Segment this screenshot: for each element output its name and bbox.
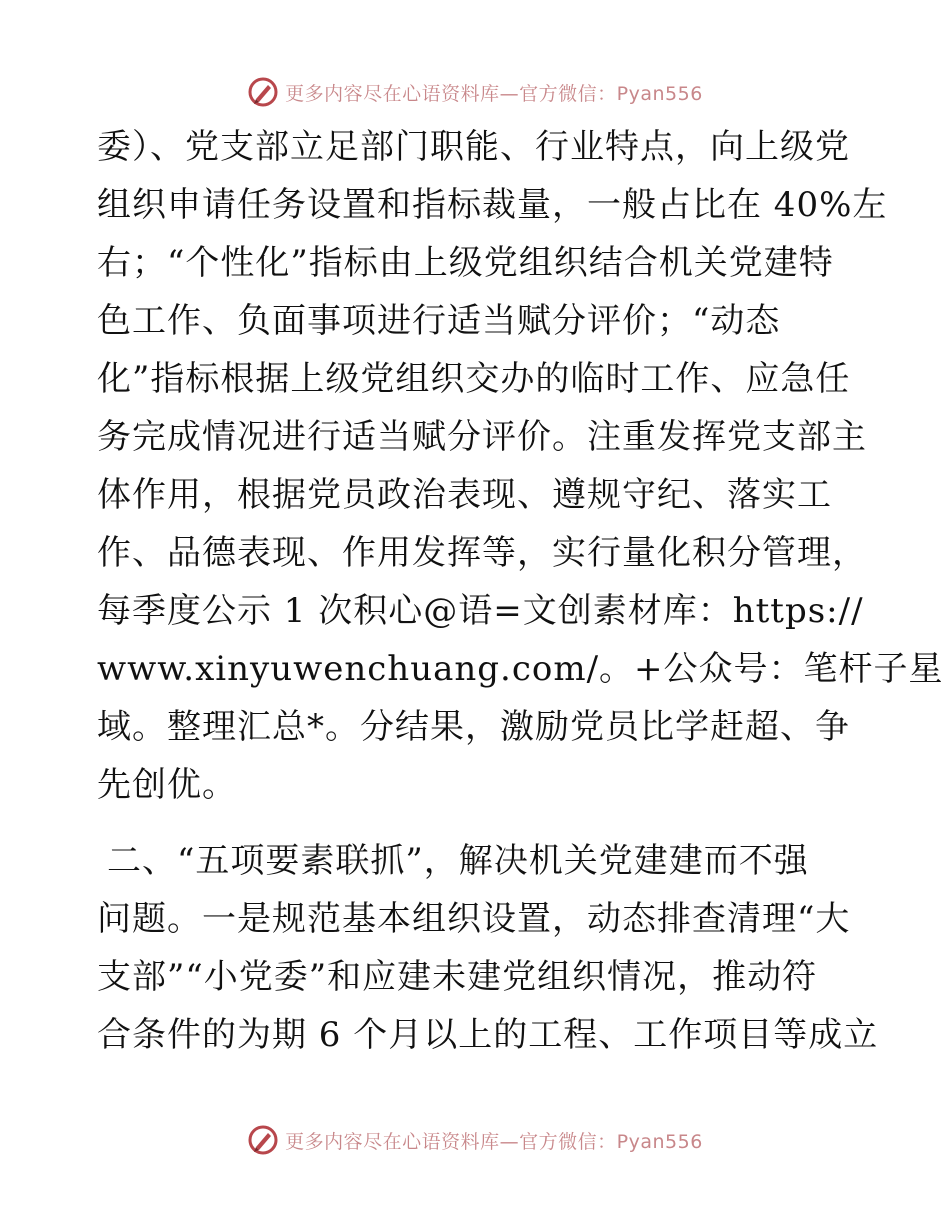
text-line: 组织申请任务设置和指标裁量，一般占比在 40%左 [97, 185, 888, 225]
paragraph-spacer [97, 814, 857, 832]
text-line: 合条件的为期 6 个月以上的工程、工作项目等成立 [97, 1015, 879, 1055]
text-line: 先创优。 [97, 765, 237, 805]
text-line: 每季度公示 1 次积心@语=文创素材库：https:// [97, 591, 864, 631]
text-line: 右；“个性化”指标由上级党组织结合机关党建特 [97, 243, 834, 283]
watermark-banner-top [0, 72, 950, 112]
text-line: 委）、党支部立足部门职能、行业特点，向上级党 [97, 127, 850, 167]
watermark-text: 更多内容尽在心语资料库—官方微信：Pyan556 [285, 82, 703, 105]
text-line: 体作用，根据党员政治表现、遵规守纪、落实工 [97, 475, 832, 515]
text-line: 支部”“小党委”和应建未建党组织情况，推动符 [97, 957, 818, 997]
paragraph-1 [97, 118, 944, 814]
section-heading-line: 二、“五项要素联抓”，解决机关党建建而不强 [107, 841, 809, 881]
watermark-banner-bottom [0, 1120, 950, 1160]
text-line: 化”指标根据上级党组织交办的临时工作、应急任 [97, 359, 851, 399]
text-line: 域。整理汇总*。分结果，激励党员比学赶超、争 [97, 707, 850, 747]
text-line: 务完成情况进行适当赋分评价。注重发挥党支部主 [97, 417, 867, 457]
text-line: 作、品德表现、作用发挥等，实行量化积分管理， [97, 533, 867, 573]
paragraph-2 [97, 832, 879, 1064]
text-line: 色工作、负面事项进行适当赋分评价；“动态 [97, 301, 781, 341]
document-body [97, 118, 944, 1064]
watermark-text: 更多内容尽在心语资料库—官方微信：Pyan556 [285, 1130, 703, 1153]
text-line: 问题。一是规范基本组织设置，动态排查清理“大 [97, 899, 851, 939]
text-line: www.xinyuwenchuang.com/。+公众号：笔杆子星 [97, 649, 944, 689]
pen-logo-icon [247, 1124, 279, 1156]
pen-logo-icon [247, 76, 279, 108]
